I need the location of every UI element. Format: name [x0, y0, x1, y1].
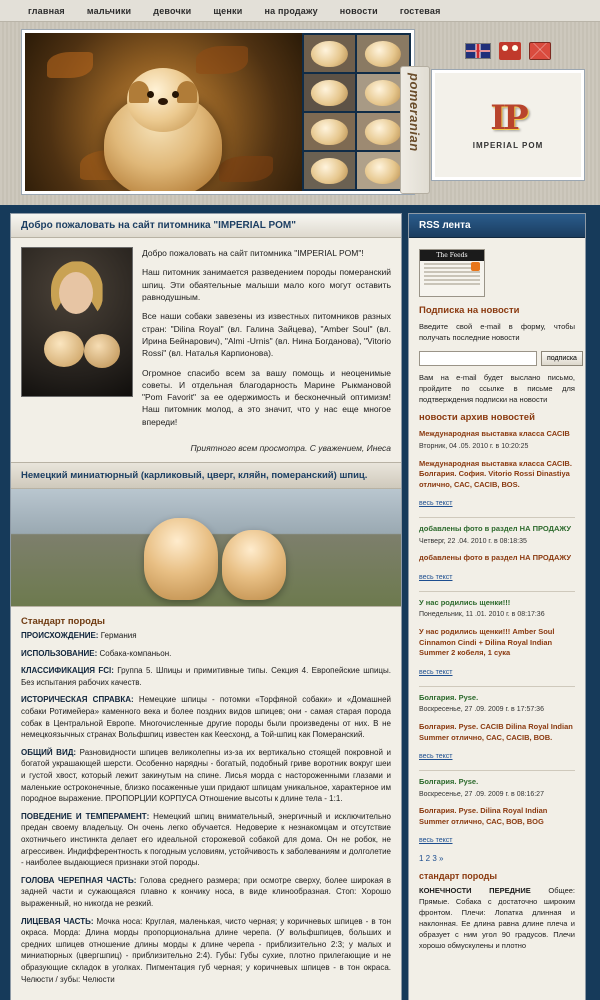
content-area — [0, 205, 600, 1000]
news-item — [419, 553, 575, 584]
nav-item-girls[interactable]: девочки — [153, 5, 192, 16]
banner-thumb[interactable] — [304, 35, 356, 72]
sidebar-standard-item: КОНЕЧНОСТИ ПЕРЕДНИЕ Общее: Прямые. Собака с достаточно широким фронтом. Плечи: Лопатка длинная и наклонная. Ее длина равна длине плеча и образует с ним угол 90 градусов. Плечи хорошо обмускулены и плотно — [419, 886, 575, 950]
subscribe-form — [419, 351, 575, 366]
news-date: Воскресенье, 27 .09. 2009 г. в 08:16:27 — [419, 790, 544, 798]
subscribe-button[interactable]: подписка — [541, 351, 583, 366]
breed-standard-title: Стандарт породы — [21, 616, 105, 628]
news-pager[interactable]: 1 2 3 » — [419, 854, 444, 864]
news-title[interactable]: У нас родились щенки!!! — [419, 597, 511, 607]
email-field[interactable] — [419, 351, 537, 366]
sidebar-standard-title[interactable]: стандарт породы — [419, 871, 498, 882]
news-read-more[interactable]: весь текст — [419, 837, 453, 845]
welcome-panel-body — [11, 238, 401, 462]
intro-signature: Приятного всем просмотра. С уважением, Инеса — [190, 443, 391, 454]
breed-standard-list — [11, 630, 401, 1000]
news-title[interactable]: Болгария. Руse. Dilina Royal Indian Summer отлично, САС, ВОВ, BOG — [419, 806, 548, 826]
news-item — [419, 598, 575, 620]
news-item — [419, 459, 575, 511]
uk-flag-icon[interactable] — [465, 43, 491, 59]
nav-item-news[interactable]: новости — [339, 5, 378, 16]
standard-item: КЛАССИФИКАЦИЯ FCI: Группа 5. Шпицы и примитивные типы. Секция 4. Европейские шпицы. Без испытания рабочих качеств. — [21, 666, 391, 687]
rss-panel-title: RSS лента — [409, 214, 585, 238]
standard-item: ОБЩИЙ ВИД: Разновидности шпицев великолепны из-за их вертикально стоящей покровной и богатой украшающей шерсти. Особенно нарядны - богатый, подобный гриве воротник вокруг шеи и густой хвост, который лежит закинутым на спине. Лисья морда с настороженными глазами и маленькие остроконечные, близко посаженные уши придают шпицам уникальное, характерное им породное выражение. ПРОПОРЦИИ КОРПУСА Отношение высоты к длине тела - 1:1. — [21, 747, 391, 804]
site-header — [0, 22, 600, 205]
nav-item-puppies[interactable]: щенки — [213, 5, 243, 16]
news-title[interactable]: Болгария. Руse. САСIВ Dilina Royal Indian Summer отлично, САС, САСIВ, ВОВ. — [419, 722, 573, 742]
news-title[interactable]: Международная выставка класса САСIВ. Болгария. София. Vitorio Rossi Dinastiya отлично, САС, САСIВ, ВОS. — [419, 458, 572, 489]
standard-item: ИСПОЛЬЗОВАНИЕ: Собака-компаньон. — [21, 648, 172, 658]
nav-item-boys[interactable]: мальчики — [86, 5, 132, 16]
news-item — [419, 693, 575, 715]
owner-photo — [21, 247, 133, 397]
intro-paragraph: Наш питомник занимается разведением породы померанский шпиц. Эти обаятельные малыши мало кого могут оставить равнодушным. — [142, 267, 391, 302]
mail-icon[interactable] — [529, 42, 551, 60]
news-section-title[interactable]: новости архив новостей — [419, 412, 535, 424]
logo-caption: IMPERIAL POM — [472, 140, 544, 150]
nav-item-for-sale[interactable]: на продажу — [264, 5, 318, 16]
intro-block — [21, 247, 391, 435]
news-date: Понедельник, 11 .01. 2010 г. в 08:17:36 — [419, 611, 545, 619]
rss-section — [409, 238, 585, 964]
standard-item: ПОВЕДЕНИЕ И ТЕМПЕРАМЕНТ: Немецкий шпиц внимательный, энергичный и исключительно предан своему владельцу. Он очень легко обучается. Недоверие к незнакомцам и отсутствие охотничьего инстинкта делает его идеальной сторожевой собакой для дома. Он не робок, не агрессивен. Индифферентность к погодным условиям, устойчивость к заболеваниям и долголетие - наиболее выдающиеся признаки этой породы. — [21, 811, 391, 868]
intro-text — [142, 247, 391, 435]
divider — [419, 770, 575, 771]
header-icon-row — [432, 38, 584, 64]
main-column — [10, 213, 402, 1000]
intro-paragraph: Все наши собаки завезены из известных питомников разных стран: "Dilina Royal" (вл. Галина Зайцева), "Amber Soul" (вл. Ирина Бейнарович), "Almi -Urnis" (вл. Нина Богданова), "Vitorio Rossi" (вл. Наталья Карпионова). — [142, 311, 391, 359]
news-read-more[interactable]: весь текст — [419, 500, 453, 508]
banner-main-photo — [25, 33, 302, 191]
banner-thumb[interactable] — [304, 152, 356, 189]
news-title[interactable]: добавлены фото в раздел НА ПРОДАЖУ — [419, 524, 571, 534]
news-item — [419, 722, 575, 763]
divider — [419, 517, 575, 518]
intro-paragraph: Огромное спасибо всем за вашу помощь и неоценимые советы. И отдельная благодарность Марине Рыкмановой "Pom Favorit" за ее одержимость и бесконечный оптимизм! Наш питомник молод, а это значит, что у нас еще многое впереди! — [142, 367, 391, 427]
news-read-more[interactable]: весь текст — [419, 753, 453, 761]
news-read-more[interactable]: весь текст — [419, 573, 453, 581]
divider — [419, 591, 575, 592]
news-date: Вторник, 04 .05. 2010 г. в 10:20:25 — [419, 442, 529, 450]
header-banner — [22, 30, 414, 194]
intro-paragraph: Добро пожаловать на сайт питомника "IMPERIAL POM"! — [142, 248, 364, 258]
welcome-panel-title: Добро пожаловать на сайт питомника "IMPERIAL POM" — [11, 214, 401, 238]
rss-icon — [471, 262, 480, 271]
news-item — [419, 627, 575, 679]
news-item — [419, 429, 575, 451]
vertical-breed-title — [400, 66, 430, 194]
banner-thumb[interactable] — [304, 74, 356, 111]
banner-thumb[interactable] — [304, 113, 356, 150]
news-item — [419, 777, 575, 799]
pomeranian-head — [127, 68, 199, 132]
news-title[interactable]: добавлены фото в раздел НА ПРОДАЖУ — [419, 553, 571, 563]
visitors-icon[interactable] — [499, 42, 521, 60]
news-read-more[interactable]: весь текст — [419, 668, 453, 676]
nav-item-guestbook[interactable]: гостевая — [399, 5, 441, 16]
news-date: Четверг, 22 .04. 2010 г. в 08:18:35 — [419, 537, 527, 545]
logo-monogram: IP — [490, 97, 526, 138]
vertical-breed-title-text: pomeranian — [407, 73, 422, 152]
news-title[interactable]: Международная выставка класса САСIВ — [419, 429, 570, 439]
breed-photo — [11, 489, 401, 607]
divider — [419, 686, 575, 687]
rss-feed-thumbnail[interactable] — [419, 249, 485, 297]
news-title[interactable]: Болгария. Руse. — [419, 777, 479, 787]
nav-item-home[interactable]: главная — [28, 5, 65, 16]
news-title[interactable]: Болгария. Руse. — [419, 692, 479, 702]
news-date: Воскресенье, 27 .09. 2009 г. в 17:57:36 — [419, 706, 544, 714]
standard-item: ИСТОРИЧЕСКАЯ СПРАВКА: Немецкие шпицы - потомки «Торфяной собаки» и «Домашней собаки Ротимейера» каменного века и более поздних видов шпицев; они - самая старая порода собак в Центральной Европе. Многочисленные другие породы были произведены от них. В не немецкоязычных странах Вольфшпиц известен как Кеесхонд, а Той-шпиц как Померанский. — [21, 695, 392, 740]
banner-thumbnail-grid — [302, 33, 411, 191]
news-item — [419, 524, 575, 546]
main-navigation — [0, 0, 600, 22]
news-title[interactable]: У нас родились щенки!!! Amber Soul Cinnamon Cindi + Dilina Royal Indian Summer 2 кобеля, 1 сука — [419, 627, 555, 658]
header-right-column — [432, 38, 584, 180]
breed-banner-title: Немецкий миниатюрный (карликовый, цверг, кляйн, померанский) шпиц. — [11, 462, 401, 489]
subscribe-hint: Введите свой e-mail в форму, чтобы получать последние новости — [419, 322, 575, 342]
news-item — [419, 806, 575, 847]
standard-item: ЛИЦЕВАЯ ЧАСТЬ: Мочка носа: Круглая, маленькая, чисто черная; у коричневых шпицев - в тон окраса. Морда: Длина морды пропорциональна длине черепа. (У вольфшпицев, больших и средних шпицев отношение длины морды к длине черепа - приблизительно 2:3; у малых и миниатюрных (цвергшпиц) - приблизительно 2:4). Губы: Губы сухие, плотно прилегающие и не образующие складок в уголках. Пигментация губ черная; у коричневых шпицев - в тон окраса. Челюсти / зубы: Челюсти — [21, 916, 392, 984]
standard-item: ПРОИСХОЖДЕНИЕ: Германия — [21, 631, 137, 641]
rss-badge-label: The Feeds — [420, 250, 484, 261]
kennel-logo[interactable] — [432, 70, 584, 180]
subscribe-note: Вам на e-mail будет выслано письмо, пройдите по ссылке в письме для подтверждения подписки на новости — [419, 372, 575, 404]
standard-item: ГОЛОВА ЧЕРЕПНАЯ ЧАСТЬ: Голова среднего размера; при осмотре сверху, более широкая в задней части и сужающаяся плавно к кончику носа, в виде клинообразная. Стоп: Хорошо выраженный, но никогда не резкий. — [21, 875, 391, 908]
sidebar-column — [408, 213, 586, 1000]
subscribe-title: Подписка на новости — [419, 305, 520, 316]
